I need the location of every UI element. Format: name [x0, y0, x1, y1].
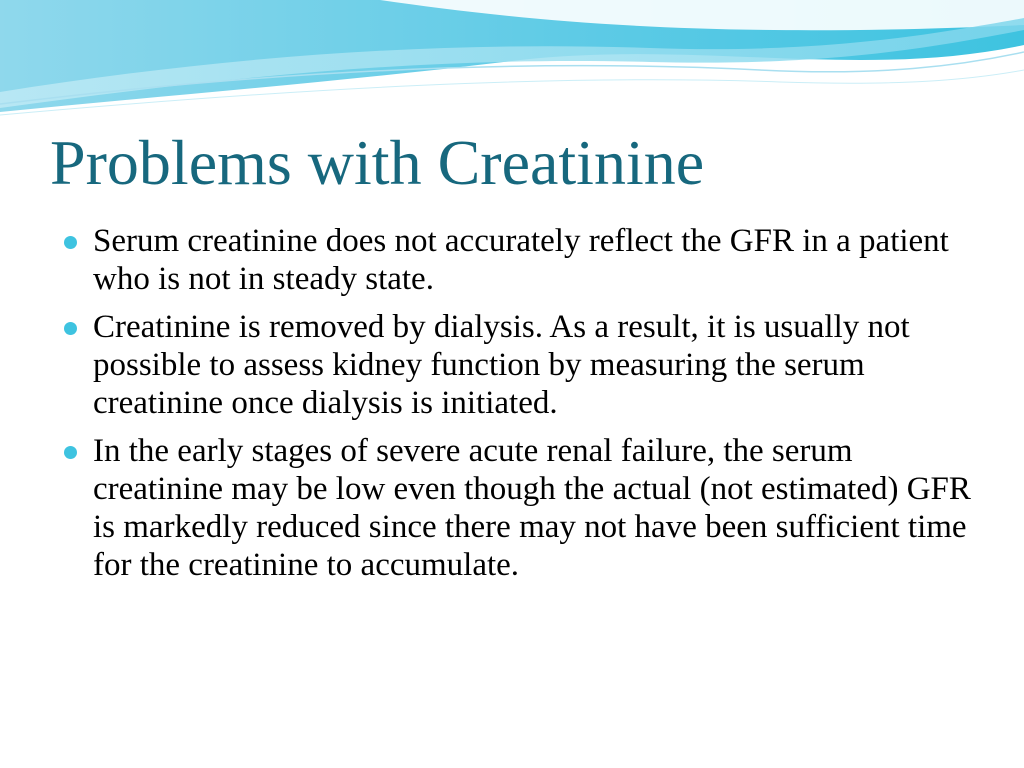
filled-circle-icon — [64, 446, 77, 459]
slide-title: Problems with Creatinine — [50, 127, 705, 198]
bullet-text: Serum creatinine does not accurately reflect the GFR in a patient who is not in steady state. — [93, 223, 949, 297]
bullet-item — [62, 308, 982, 422]
wave-decoration — [0, 0, 1024, 120]
bullet-text: Creatinine is removed by dialysis. As a result, it is usually not possible to assess kidney function by measuring the serum creatinine once dialysis is initiated. — [93, 309, 910, 421]
filled-circle-icon — [64, 236, 77, 249]
bullet-item — [62, 432, 982, 584]
filled-circle-icon — [64, 322, 77, 335]
bullet-item — [62, 222, 982, 298]
bullet-text: In the early stages of severe acute renal failure, the serum creatinine may be low even though the actual (not estimated) GFR is markedly reduced since there may not have been sufficient time for the creatinine to accumulate. — [93, 433, 971, 583]
bullet-list — [62, 222, 982, 594]
